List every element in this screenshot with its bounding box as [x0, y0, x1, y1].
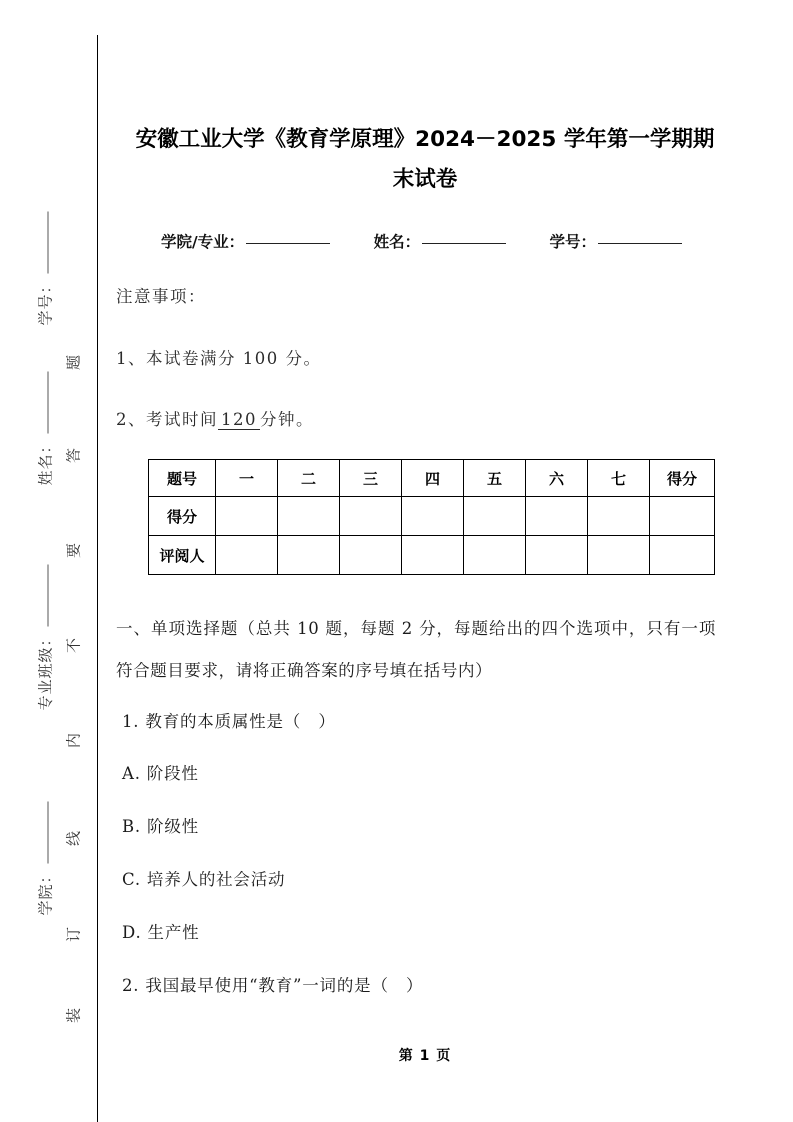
page-title: 安徽工业大学《教育学原理》2024－2025 学年第一学期期末试卷: [135, 127, 715, 192]
score-table-cell-0-5: 六: [526, 460, 588, 497]
question-1-text: 1. 教育的本质属性是（ ）: [122, 712, 336, 731]
notes-item-2-after: 分钟。: [260, 410, 314, 429]
seal-label-class-text: 专业班级：: [36, 630, 55, 711]
notes-item-2-before: 2、考试时间: [116, 410, 218, 429]
score-table-cell-0-4: 五: [464, 460, 526, 497]
score-table-cell-1-5[interactable]: [526, 497, 588, 536]
score-table-cell-1-6[interactable]: [588, 497, 650, 536]
seal-char-3: 要: [64, 543, 83, 559]
score-table-row-label-0: 题号: [149, 460, 216, 497]
seal-char-7: 订: [64, 927, 83, 943]
seal-char-1: 题: [64, 355, 83, 371]
score-table-cell-2-5[interactable]: [526, 536, 588, 575]
score-table-cell-2-4[interactable]: [464, 536, 526, 575]
score-table-cell-1-4[interactable]: [464, 497, 526, 536]
score-table: [148, 459, 715, 575]
notes-item-2: [116, 406, 314, 430]
notes-heading: 注意事项：: [116, 287, 206, 306]
score-table-cell-2-0[interactable]: [216, 536, 278, 575]
question-1-option-d[interactable]: D. 生产性: [122, 923, 200, 942]
score-table-cell-1-3[interactable]: [402, 497, 464, 536]
seal-char-5: 内: [64, 733, 83, 749]
score-table-row-label-2: 评阅人: [149, 536, 216, 575]
exam-page-body: [110, 0, 793, 1122]
score-table-cell-0-7: 得分: [650, 460, 715, 497]
table-row-header: [149, 460, 715, 497]
score-table-cell-0-6: 七: [588, 460, 650, 497]
score-table-cell-0-0: 一: [216, 460, 278, 497]
college-major-label: 学院/专业：: [161, 233, 245, 251]
score-table-cell-1-7[interactable]: [650, 497, 715, 536]
seal-char-4: 不: [64, 638, 83, 654]
seal-label-student-id-text: 学号：: [36, 277, 55, 326]
student-info-line: [125, 230, 745, 252]
score-table-cell-2-1[interactable]: [278, 536, 340, 575]
seal-binding-margin: [0, 0, 110, 1122]
seal-label-student-id: [35, 236, 56, 326]
score-table-cell-2-6[interactable]: [588, 536, 650, 575]
table-row-score: [149, 497, 715, 536]
score-table-cell-2-7[interactable]: [650, 536, 715, 575]
name-blank[interactable]: [422, 243, 506, 244]
question-2-text: 2. 我国最早使用“教育”一词的是（ ）: [122, 976, 424, 995]
seal-label-class: [35, 621, 56, 711]
student-id-label: 学号：: [549, 233, 597, 251]
seal-char-2: 答: [64, 448, 83, 464]
seal-label-name-text: 姓名：: [36, 437, 55, 486]
question-1-option-b[interactable]: B. 阶级性: [122, 817, 199, 836]
question-1-option-a[interactable]: A. 阶段性: [122, 764, 199, 783]
score-table-cell-0-2: 三: [340, 460, 402, 497]
score-table-cell-0-3: 四: [402, 460, 464, 497]
question-1-option-c[interactable]: C. 培养人的社会活动: [122, 870, 286, 889]
score-table-cell-1-2[interactable]: [340, 497, 402, 536]
table-row-grader: [149, 536, 715, 575]
notes-item-1: 1、本试卷满分 100 分。: [116, 349, 322, 368]
name-label: 姓名：: [373, 233, 421, 251]
seal-label-college-rule: [48, 801, 49, 863]
score-table-cell-0-1: 二: [278, 460, 340, 497]
score-table-cell-1-0[interactable]: [216, 497, 278, 536]
seal-label-college-text: 学院：: [36, 867, 55, 916]
seal-label-student-id-rule: [48, 211, 49, 273]
seal-char-6: 线: [64, 831, 83, 847]
score-table-cell-2-2[interactable]: [340, 536, 402, 575]
score-table-cell-2-3[interactable]: [402, 536, 464, 575]
college-major-blank[interactable]: [246, 243, 330, 244]
seal-label-name-rule: [48, 371, 49, 433]
seal-vertical-rule: [97, 35, 98, 1122]
student-id-blank[interactable]: [598, 243, 682, 244]
page-footer: 第 1 页: [398, 1048, 452, 1064]
score-table-cell-1-1[interactable]: [278, 497, 340, 536]
seal-label-college: [35, 826, 56, 916]
section-heading-1: 一、单项选择题（总共 10 题，每题 2 分，每题给出的四个选项中，只有一项符合题目要求，请将正确答案的序号填在括号内）: [116, 619, 716, 680]
seal-char-8: 装: [64, 1008, 83, 1024]
score-table-row-label-1: 得分: [149, 497, 216, 536]
seal-label-name: [35, 396, 56, 486]
exam-duration-value: 120: [218, 410, 260, 430]
seal-label-class-rule: [48, 564, 49, 626]
